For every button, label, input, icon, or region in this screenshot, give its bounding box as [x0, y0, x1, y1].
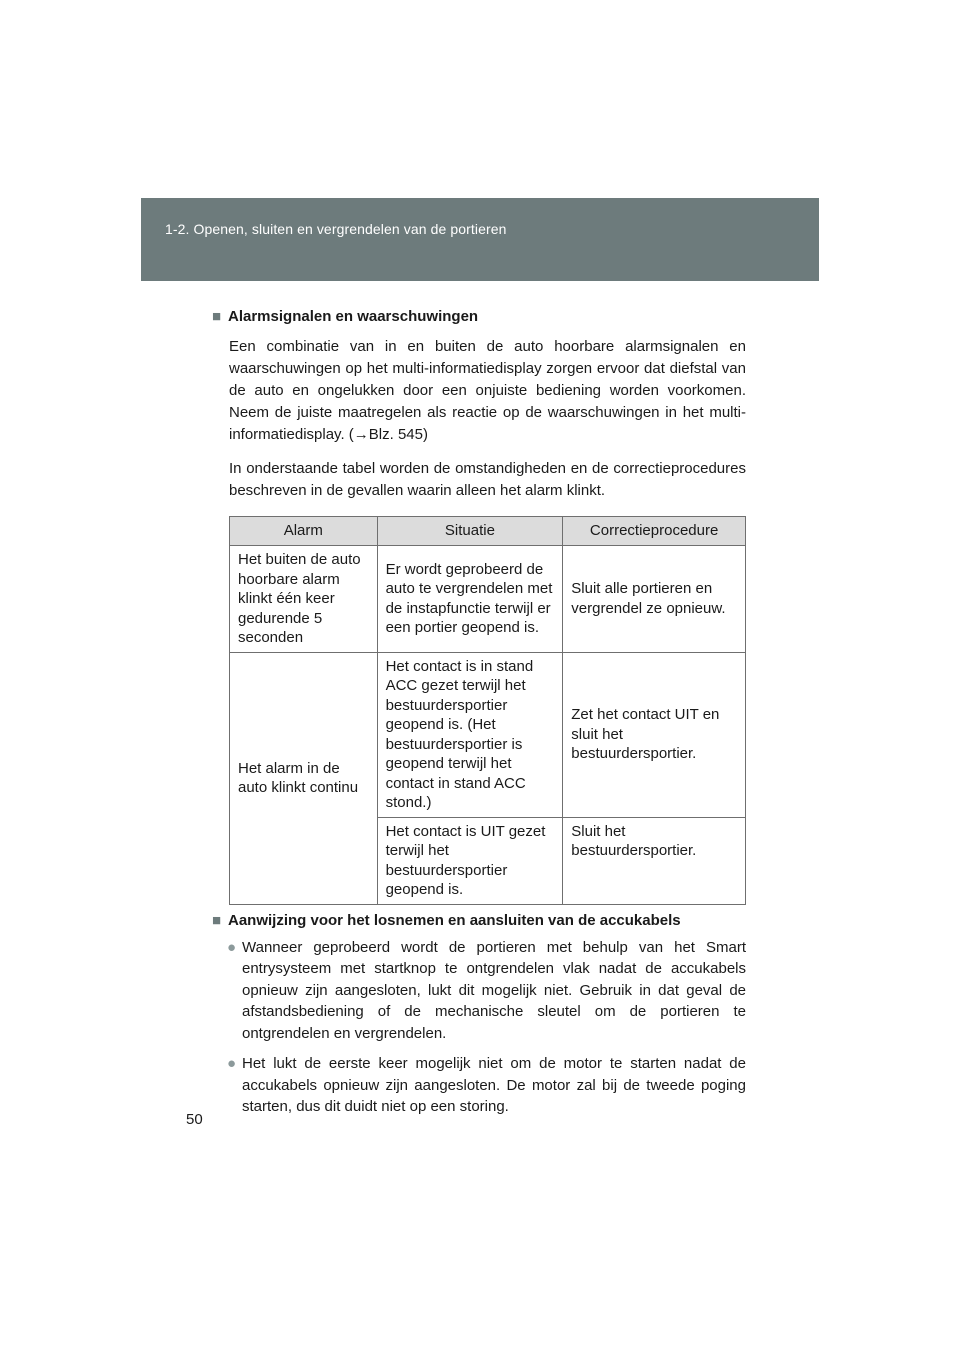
paragraph: Een combinatie van in en buiten de auto hoorbare alarmsignalen en waarschuwingen op het multi-informatiedisplay zorgen ervoor dat diefstal van de auto en ongelukken door een onjuiste bediening worden voorkomen. Neem de juiste maatregelen als reactie op de waarschuwingen in het multi-informatiedisplay. (→Blz. 545) — [229, 338, 746, 443]
cell-alarm: Het buiten de auto hoorbare alarm klinkt één keer gedurende 5 seconden — [230, 546, 378, 653]
square-bullet-icon: ■ — [212, 911, 222, 929]
list-item-text: Wanneer geprobeerd wordt de portieren met behulp van het Smart entrysysteem met startknop te ontgrendelen vlak nadat de accukabels opnieuw zijn aangesloten, lukt dit mogelijk niet. Gebruik in dat geval de afstandsbediening of de mechanische sleutel om de portieren te ontgrendelen en vergrendelen. — [242, 938, 746, 1042]
cell-correction: Sluit alle portieren en vergrendel ze opnieuw. — [563, 546, 746, 653]
cell-situation: Het contact is UIT gezet terwijl het bestuurdersportier geopend is. — [377, 817, 563, 904]
page-number: 50 — [186, 1111, 203, 1128]
section-heading-alarm — [212, 307, 746, 327]
bullet-icon: ● — [227, 938, 237, 956]
column-header-correction: Correctieprocedure — [563, 517, 746, 546]
chapter-title: 1-2. Openen, sluiten en vergrendelen van de portieren — [165, 221, 507, 237]
cell-alarm: Het alarm in de auto klinkt continu — [230, 652, 378, 904]
chapter-header — [141, 198, 819, 281]
column-header-alarm: Alarm — [230, 517, 378, 546]
section-heading-text: Aanwijzing voor het losnemen en aansluiten van de accukabels — [228, 911, 681, 929]
column-header-situation: Situatie — [377, 517, 563, 546]
cell-situation: Er wordt geprobeerd de auto te vergrendelen met de instapfunctie terwijl er een portier geopend is. — [377, 546, 563, 653]
page-content — [212, 307, 746, 1127]
list-item — [212, 937, 746, 1045]
list-item-text: Het lukt de eerste keer mogelijk niet om de motor te starten nadat de accukabels opnieuw zijn aangesloten. De motor zal bij de tweede poging starten, dus dit duidt niet op een storing. — [242, 1055, 746, 1115]
alarm-table — [229, 516, 746, 905]
paragraph: In onderstaande tabel worden de omstandigheden en de correctieprocedures beschreven in de gevallen waarin alleen het alarm klinkt. — [229, 460, 746, 499]
table-row — [230, 546, 746, 653]
section-heading-battery — [212, 911, 746, 931]
section-heading-text: Alarmsignalen en waarschuwingen — [228, 308, 479, 325]
cell-correction: Zet het contact UIT en sluit het bestuurdersportier. — [563, 652, 746, 817]
bullet-list — [212, 937, 746, 1118]
cell-correction: Sluit het bestuurdersportier. — [563, 817, 746, 904]
table-header-row — [230, 517, 746, 546]
square-bullet-icon: ■ — [212, 308, 222, 325]
bullet-icon: ● — [227, 1055, 237, 1072]
table-row — [230, 652, 746, 817]
list-item — [212, 1053, 746, 1118]
cell-situation: Het contact is in stand ACC gezet terwijl het bestuurdersportier geopend is. (Het bestuurdersportier is geopend terwijl het contact in stand ACC stond.) — [377, 652, 563, 817]
